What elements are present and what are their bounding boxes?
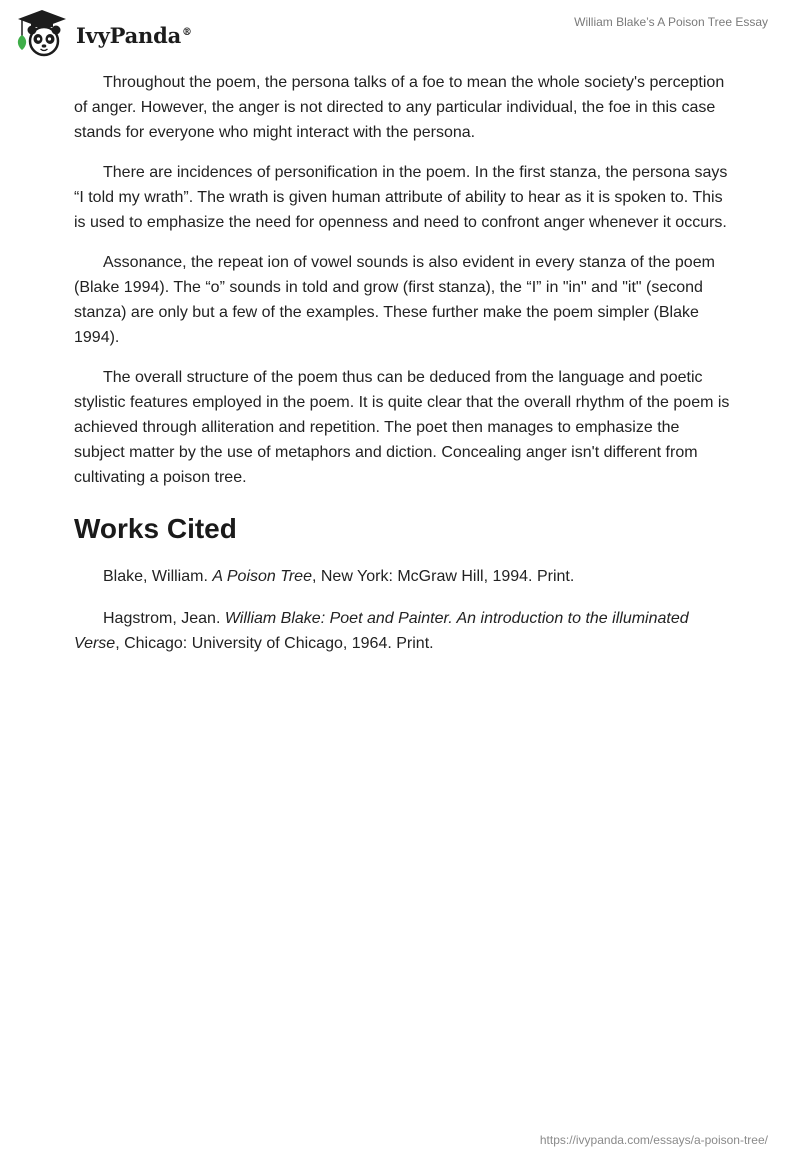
citation-entry [74,564,734,589]
works-cited-heading: Works Cited [74,513,237,544]
citation-publication: , Chicago: University of Chicago, 1964. Print. [115,635,434,652]
panda-logo-icon [14,8,70,58]
citation-author: Hagstrom, Jean. [103,610,225,627]
essay-content [74,70,734,673]
citation-entry [74,606,734,656]
body-paragraph: Throughout the poem, the persona talks of a foe to mean the whole society's perception of anger. However, the anger is not directed to any particular individual, the foe in this case stands for everyone who might interact with the persona. [74,74,725,141]
body-paragraph: The overall structure of the poem thus can be deduced from the language and poetic stylistic features employed in the poem. It is quite clear that the overall rhythm of the poem is achieved through alliteration and repetition. The poet then manages to emphasize the subject matter by the use of metaphors and diction. Concealing anger isn't different from cultivating a poison tree. [74,369,730,486]
document-title: William Blake’s A Poison Tree Essay [574,15,768,29]
source-url[interactable]: https://ivypanda.com/essays/a-poison-tree/ [539,1133,768,1147]
page-header [0,0,800,64]
citation-title: William Blake: Poet and Painter. An introduction to the illuminated Verse [74,610,689,652]
registered-mark: ® [182,26,192,38]
body-paragraph: Assonance, the repeat ion of vowel sounds is also evident in every stanza of the poem (Blake 1994). The “o” sounds in told and grow (first stanza), the “I” in "in" and "it" (second stanza) are only but a few of the examples. These further make the poem simpler (Blake 1994). [74,254,715,346]
body-paragraph: There are incidences of personification in the poem. In the first stanza, the persona says “I told my wrath”. The wrath is given human attribute of ability to hear as it is spoken to. This is used to emphasize the need for openness and need to confront anger whenever it occurs. [74,164,728,231]
brand-name: IvyPanda® [76,22,192,48]
citation-author: Blake, William. [103,568,213,585]
citation-publication: , New York: McGraw Hill, 1994. Print. [311,568,575,585]
ivypanda-logo[interactable] [14,8,192,58]
citation-title: A Poison Tree [212,568,312,585]
